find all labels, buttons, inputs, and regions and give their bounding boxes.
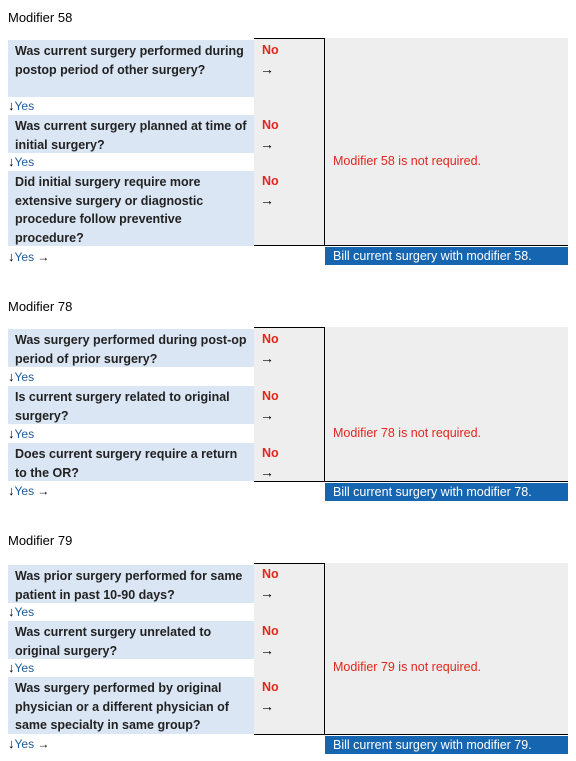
yes-text: Yes <box>14 99 35 113</box>
yes-text: Yes <box>14 427 35 441</box>
question-box: Was current surgery unrelated to original surgery? <box>8 621 254 659</box>
down-arrow-icon: ↓ <box>8 249 15 264</box>
yes-text: Yes <box>14 370 35 384</box>
right-arrow-icon: → <box>260 136 274 152</box>
yes-text: Yes <box>14 661 35 675</box>
yes-label <box>8 603 34 620</box>
down-arrow-icon: ↓ <box>8 154 15 169</box>
bill-box: Bill current surgery with modifier 58. <box>325 247 568 265</box>
right-arrow-icon: → <box>260 642 274 658</box>
question-box: Was surgery performed by original physician or a different physician of same specialty in same group? <box>8 677 254 734</box>
yes-label <box>8 659 34 676</box>
right-arrow-icon: → <box>37 484 50 498</box>
question-box: Was current surgery performed during postop period of other surgery? <box>8 40 254 97</box>
no-label: No <box>262 332 279 346</box>
yes-label <box>8 248 49 265</box>
right-arrow-icon: → <box>260 464 274 480</box>
right-arrow-icon: → <box>260 585 274 601</box>
down-arrow-icon: ↓ <box>8 660 15 675</box>
yes-label <box>8 97 34 114</box>
yes-text: Yes <box>14 250 35 264</box>
right-arrow-icon: → <box>260 698 274 714</box>
question-box: Was surgery performed during post-op period of prior surgery? <box>8 329 254 367</box>
yes-label <box>8 368 34 385</box>
yes-text: Yes <box>14 737 35 751</box>
no-label: No <box>262 446 279 460</box>
right-arrow-icon: → <box>37 250 50 264</box>
right-arrow-icon: → <box>260 350 274 366</box>
not-required-text: Modifier 78 is not required. <box>333 426 481 440</box>
yes-text: Yes <box>14 484 35 498</box>
question-box: Was prior surgery performed for same patient in past 10-90 days? <box>8 565 254 603</box>
not-required-panel <box>325 563 568 735</box>
no-label: No <box>262 680 279 694</box>
section-title: Modifier 78 <box>8 299 73 314</box>
bill-box: Bill current surgery with modifier 78. <box>325 483 568 501</box>
yes-label <box>8 425 34 442</box>
not-required-panel <box>325 38 568 246</box>
divider-line <box>254 734 568 735</box>
down-arrow-icon: ↓ <box>8 604 15 619</box>
yes-text: Yes <box>14 605 35 619</box>
no-label: No <box>262 43 279 57</box>
down-arrow-icon: ↓ <box>8 483 15 498</box>
question-box: Was current surgery planned at time of initial surgery? <box>8 115 254 153</box>
down-arrow-icon: ↓ <box>8 369 15 384</box>
no-label: No <box>262 567 279 581</box>
bill-box: Bill current surgery with modifier 79. <box>325 736 568 754</box>
right-arrow-icon: → <box>260 407 274 423</box>
no-label: No <box>262 389 279 403</box>
right-arrow-icon: → <box>260 61 274 77</box>
no-label: No <box>262 118 279 132</box>
yes-label <box>8 482 49 499</box>
no-label: No <box>262 174 279 188</box>
yes-text: Yes <box>14 155 35 169</box>
section-title: Modifier 58 <box>8 10 73 25</box>
no-label: No <box>262 624 279 638</box>
down-arrow-icon: ↓ <box>8 736 15 751</box>
question-box: Is current surgery related to original surgery? <box>8 386 254 424</box>
section-title: Modifier 79 <box>8 533 73 548</box>
divider-line <box>254 245 568 246</box>
not-required-panel <box>325 327 568 482</box>
divider-line <box>254 481 568 482</box>
not-required-text: Modifier 58 is not required. <box>333 154 481 168</box>
right-arrow-icon: → <box>37 737 50 751</box>
down-arrow-icon: ↓ <box>8 98 15 113</box>
not-required-text: Modifier 79 is not required. <box>333 660 481 674</box>
question-box: Does current surgery require a return to the OR? <box>8 443 254 481</box>
question-box: Did initial surgery require more extensive surgery or diagnostic procedure follow preventive procedure? <box>8 171 254 246</box>
down-arrow-icon: ↓ <box>8 426 15 441</box>
right-arrow-icon: → <box>260 192 274 208</box>
yes-label <box>8 735 49 752</box>
yes-label <box>8 153 34 170</box>
